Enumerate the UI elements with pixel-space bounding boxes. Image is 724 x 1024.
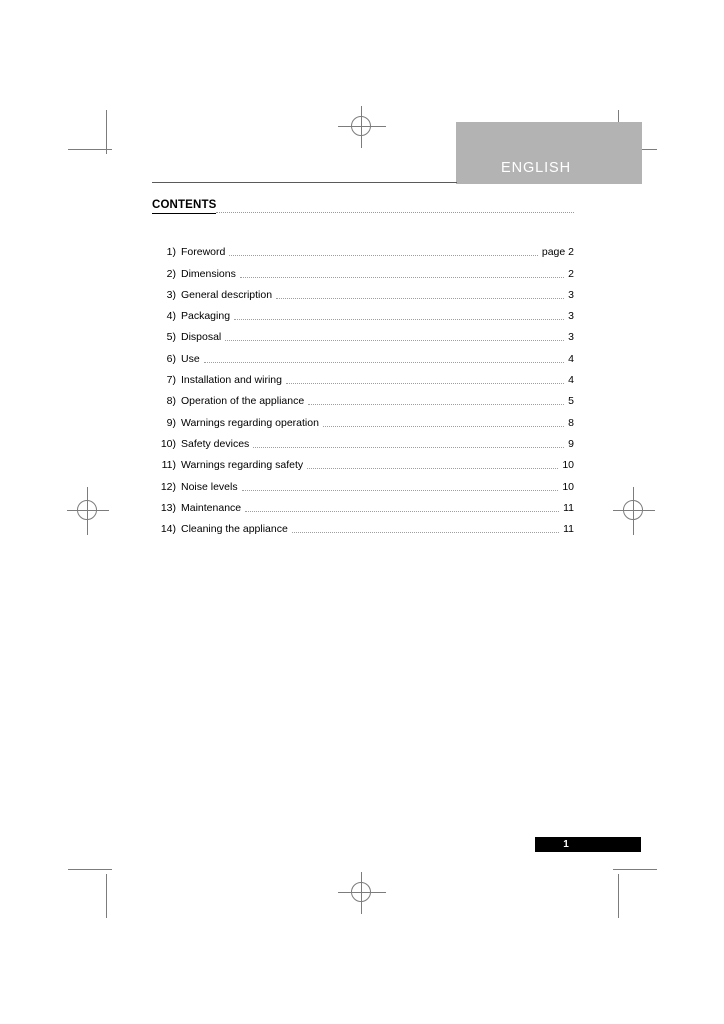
toc-entry-page: 10 — [562, 459, 574, 472]
contents-section — [152, 199, 574, 535]
toc-entry[interactable] — [152, 386, 574, 407]
toc-entry-page: 3 — [568, 331, 574, 344]
toc-entry[interactable] — [152, 343, 574, 364]
toc-entry-number: 7) — [166, 374, 176, 387]
language-banner-label: ENGLISH — [501, 160, 571, 176]
toc-entry[interactable] — [152, 258, 574, 279]
toc-entry[interactable] — [152, 237, 574, 258]
registration-cross-vertical — [633, 487, 634, 535]
toc-entry-number: 10) — [160, 437, 176, 450]
toc-entry[interactable] — [152, 450, 574, 471]
toc-entry-title: Noise levels — [181, 480, 238, 493]
toc-entry-leader — [276, 297, 564, 299]
registration-mark-right-middle — [613, 490, 655, 532]
toc-entry[interactable] — [152, 471, 574, 492]
toc-entry-page: 4 — [568, 352, 574, 365]
toc-entry-page: 11 — [563, 501, 574, 514]
registration-mark-left-middle — [67, 490, 109, 532]
crop-mark-bottom-left-horizontal — [68, 869, 112, 870]
toc-entry-number: 6) — [166, 352, 176, 365]
header-rule — [152, 182, 457, 183]
toc-entry-number: 1) — [166, 246, 176, 259]
crop-mark-bottom-left-vertical — [106, 874, 107, 918]
registration-mark-bottom-center — [341, 872, 383, 914]
toc-entry-number: 9) — [166, 416, 176, 429]
toc-entry-page: 3 — [568, 310, 574, 323]
toc-entry-leader — [307, 467, 558, 469]
table-of-contents — [152, 237, 574, 535]
page-number-label: 1 — [563, 839, 569, 850]
toc-entry[interactable] — [152, 365, 574, 386]
toc-entry-leader — [229, 254, 538, 256]
toc-entry-title: Use — [181, 352, 200, 365]
toc-entry-page: 4 — [568, 374, 574, 387]
toc-entry-page: page 2 — [541, 246, 574, 259]
contents-heading-leader — [216, 211, 574, 213]
toc-entry[interactable] — [152, 514, 574, 535]
crop-mark-bottom-right-horizontal — [613, 869, 657, 870]
toc-entry-title: Warnings regarding safety — [181, 459, 304, 472]
toc-entry-page: 10 — [562, 480, 574, 493]
toc-entry-page: 3 — [568, 288, 574, 301]
toc-entry-title: General description — [181, 288, 273, 301]
crop-mark-top-left-horizontal — [68, 149, 112, 150]
page-number-bar — [535, 837, 641, 852]
toc-entry-page: 2 — [568, 267, 574, 280]
toc-entry-number: 13) — [160, 501, 176, 514]
registration-cross-horizontal — [613, 510, 655, 511]
toc-entry-leader — [204, 361, 564, 363]
toc-entry-title: Maintenance — [181, 501, 242, 514]
toc-entry-title: Cleaning the appliance — [181, 523, 288, 536]
toc-entry-title: Disposal — [181, 331, 222, 344]
toc-entry[interactable] — [152, 429, 574, 450]
toc-entry-leader — [292, 531, 559, 533]
toc-entry-leader — [242, 489, 559, 491]
toc-entry-title: Safety devices — [181, 437, 250, 450]
toc-entry-page: 11 — [563, 523, 574, 536]
registration-cross-horizontal — [338, 892, 386, 893]
toc-entry-leader — [323, 425, 564, 427]
toc-entry-leader — [308, 403, 564, 405]
registration-cross-horizontal — [67, 510, 109, 511]
contents-heading: CONTENTS — [152, 199, 216, 214]
toc-entry-leader — [286, 382, 564, 384]
toc-entry-leader — [234, 318, 564, 320]
crop-mark-top-left-vertical — [106, 110, 107, 154]
toc-entry-page: 5 — [568, 395, 574, 408]
toc-entry-title: Packaging — [181, 310, 231, 323]
toc-entry-leader — [253, 446, 564, 448]
toc-entry-title: Warnings regarding operation — [181, 416, 319, 429]
toc-entry-leader — [240, 276, 564, 278]
toc-entry-number: 14) — [160, 523, 176, 536]
toc-entry-number: 3) — [166, 288, 176, 301]
language-banner — [456, 122, 642, 184]
toc-entry-title: Foreword — [181, 246, 226, 259]
toc-entry-title: Dimensions — [181, 267, 236, 280]
toc-entry-number: 5) — [166, 331, 176, 344]
toc-entry-number: 12) — [160, 480, 176, 493]
toc-entry-leader — [245, 510, 559, 512]
toc-entry-page: 8 — [568, 416, 574, 429]
registration-cross-horizontal — [338, 126, 386, 127]
toc-entry-page: 9 — [568, 437, 574, 450]
toc-entry[interactable] — [152, 301, 574, 322]
toc-entry[interactable] — [152, 280, 574, 301]
toc-entry[interactable] — [152, 493, 574, 514]
registration-cross-vertical — [87, 487, 88, 535]
toc-entry-title: Operation of the appliance — [181, 395, 305, 408]
toc-entry-title: Installation and wiring — [181, 374, 282, 387]
toc-entry-number: 11) — [161, 459, 176, 472]
contents-heading-row — [152, 199, 574, 214]
registration-cross-vertical — [361, 106, 362, 148]
toc-entry[interactable] — [152, 322, 574, 343]
registration-cross-vertical — [361, 872, 362, 914]
toc-entry-number: 4) — [166, 310, 176, 323]
crop-mark-bottom-right-vertical — [618, 874, 619, 918]
toc-entry-number: 8) — [166, 395, 176, 408]
registration-mark-top-center — [341, 106, 383, 148]
toc-entry-leader — [225, 339, 564, 341]
toc-entry-number: 2) — [166, 267, 176, 280]
toc-entry[interactable] — [152, 407, 574, 428]
